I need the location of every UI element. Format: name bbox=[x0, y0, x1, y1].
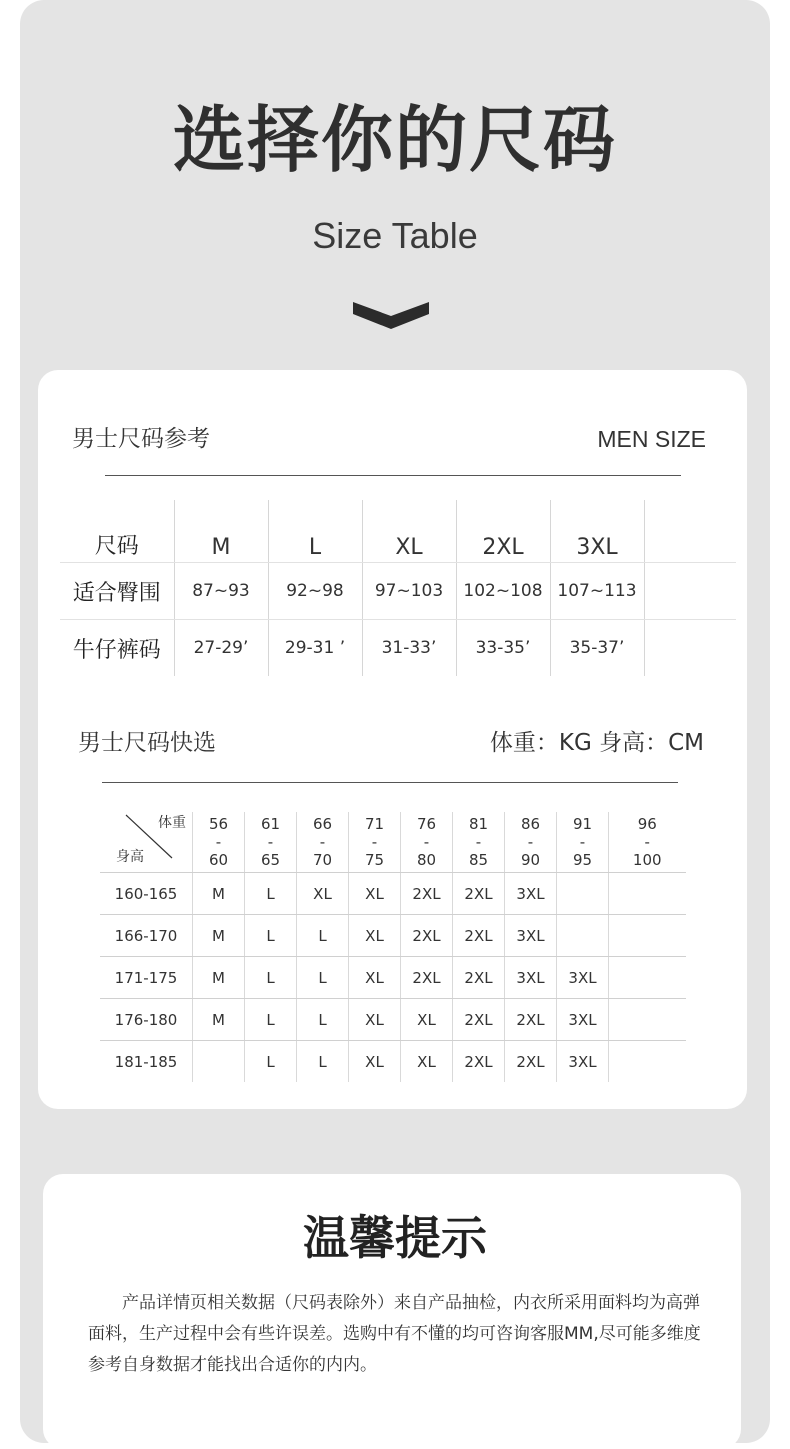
size-cell: L bbox=[245, 915, 297, 957]
size-cell: XL bbox=[349, 957, 401, 999]
height-range: 160-165 bbox=[100, 873, 193, 915]
size-cell: XL bbox=[362, 500, 456, 563]
size-reference-title-en: MEN SIZE bbox=[597, 426, 706, 452]
size-cell: XL bbox=[297, 873, 349, 915]
height-range: 171-175 bbox=[100, 957, 193, 999]
jeans-cell bbox=[644, 620, 736, 677]
size-cell: 3XL bbox=[557, 1041, 609, 1083]
jeans-cell: 27-29’ bbox=[174, 620, 268, 677]
size-cell: L bbox=[245, 1041, 297, 1083]
chevron-down-icon bbox=[353, 300, 429, 330]
size-cell: 3XL bbox=[505, 915, 557, 957]
size-cell: L bbox=[245, 873, 297, 915]
size-cell: M bbox=[193, 999, 245, 1041]
weight-range: 76 - 80 bbox=[401, 812, 453, 873]
quick-select-table bbox=[100, 812, 686, 1082]
size-cell: 2XL bbox=[453, 957, 505, 999]
weight-range: 56 - 60 bbox=[193, 812, 245, 873]
height-range: 176-180 bbox=[100, 999, 193, 1041]
table-row bbox=[100, 873, 686, 915]
size-cell: 2XL bbox=[401, 873, 453, 915]
corner-height-label: 身高 bbox=[116, 849, 144, 865]
tips-body: 产品详情页相关数据（尺码表除外）来自产品抽检，内衣所采用面料均为高弹面料，生产过程中会有些许误差。选购中有不懂的均可咨询客服MM,尽可能多维度参考自身数据才能找出合适你的内内。 bbox=[88, 1293, 701, 1375]
height-range: 181-185 bbox=[114, 1052, 178, 1071]
tips-title: 温馨提示 bbox=[303, 1211, 487, 1265]
quick-select-title: 男士尺码快选 bbox=[78, 730, 216, 756]
size-cell bbox=[609, 915, 686, 957]
weight-range: 61 - 65 bbox=[245, 812, 297, 873]
table-row bbox=[100, 915, 686, 957]
size-cell: XL bbox=[349, 1041, 401, 1083]
size-cell: 3XL bbox=[557, 999, 609, 1041]
hip-cell: 87~93 bbox=[174, 563, 268, 620]
size-cell: L bbox=[245, 957, 297, 999]
size-cell bbox=[644, 500, 736, 563]
size-cell: L bbox=[297, 1041, 349, 1083]
size-cell bbox=[609, 999, 686, 1041]
weight-range: 66 - 70 bbox=[297, 812, 349, 873]
size-cell: 3XL bbox=[557, 957, 609, 999]
weight-range: 96 - 100 bbox=[609, 812, 686, 873]
weight-range: 86 - 90 bbox=[505, 812, 557, 873]
size-cell: 2XL bbox=[453, 999, 505, 1041]
jeans-cell: 29-31 ’ bbox=[268, 620, 362, 677]
jeans-cell: 31-33’ bbox=[362, 620, 456, 677]
weight-range: 91 - 95 bbox=[557, 812, 609, 873]
weight-range: 81 - 85 bbox=[453, 812, 505, 873]
table-row bbox=[100, 1041, 686, 1083]
jeans-cell: 35-37’ bbox=[550, 620, 644, 677]
corner-weight-label: 体重 bbox=[158, 815, 186, 831]
size-reference-table bbox=[60, 500, 736, 676]
size-cell: L bbox=[268, 500, 362, 563]
row-label: 尺码 bbox=[60, 500, 174, 563]
size-cell: M bbox=[193, 915, 245, 957]
size-cell bbox=[557, 915, 609, 957]
size-cell: XL bbox=[401, 1041, 453, 1083]
size-cell: 2XL bbox=[505, 1041, 557, 1083]
hip-cell: 92~98 bbox=[268, 563, 362, 620]
size-cell: XL bbox=[401, 999, 453, 1041]
weight-range: 71 - 75 bbox=[349, 812, 401, 873]
row-label: 牛仔裤码 bbox=[72, 637, 161, 663]
size-cell: XL bbox=[349, 999, 401, 1041]
size-cell bbox=[193, 1041, 245, 1083]
size-cell bbox=[609, 1041, 686, 1083]
weight-header-row bbox=[100, 812, 686, 873]
divider bbox=[105, 475, 681, 476]
size-cell: XL bbox=[349, 873, 401, 915]
size-cell bbox=[609, 873, 686, 915]
size-cell: L bbox=[297, 999, 349, 1041]
size-cell: M bbox=[193, 957, 245, 999]
size-cell: 2XL bbox=[453, 873, 505, 915]
page-subtitle: Size Table bbox=[312, 215, 478, 256]
jeans-row bbox=[60, 620, 736, 677]
size-cell: L bbox=[245, 999, 297, 1041]
size-cell bbox=[609, 957, 686, 999]
hip-row bbox=[60, 563, 736, 620]
hip-cell: 97~103 bbox=[362, 563, 456, 620]
hip-cell: 102~108 bbox=[456, 563, 550, 620]
page-title: 选择你的尺码 bbox=[172, 98, 617, 182]
hip-cell: 107~113 bbox=[550, 563, 644, 620]
size-cell: XL bbox=[349, 915, 401, 957]
size-cell: 2XL bbox=[456, 500, 550, 563]
jeans-cell: 33-35’ bbox=[456, 620, 550, 677]
divider bbox=[102, 782, 678, 783]
hip-cell bbox=[644, 563, 736, 620]
size-cell: M bbox=[174, 500, 268, 563]
size-cell: 3XL bbox=[550, 500, 644, 563]
size-cell bbox=[557, 873, 609, 915]
row-label: 适合臀围 bbox=[60, 563, 174, 620]
size-cell: 2XL bbox=[453, 1041, 505, 1083]
size-cell: 2XL bbox=[453, 915, 505, 957]
size-row bbox=[60, 500, 736, 563]
size-cell: 3XL bbox=[505, 957, 557, 999]
corner-cell bbox=[100, 812, 193, 873]
size-reference-title: 男士尺码参考 bbox=[72, 426, 210, 452]
quick-select-units: 体重：KG 身高：CM bbox=[489, 730, 704, 756]
size-cell: 2XL bbox=[401, 957, 453, 999]
size-cell: 2XL bbox=[505, 999, 557, 1041]
size-cell: 2XL bbox=[401, 915, 453, 957]
size-cell: L bbox=[297, 957, 349, 999]
size-cell: M bbox=[193, 873, 245, 915]
size-cell: 3XL bbox=[505, 873, 557, 915]
table-row bbox=[100, 999, 686, 1041]
table-row bbox=[100, 957, 686, 999]
size-cell: L bbox=[297, 915, 349, 957]
height-range: 166-170 bbox=[100, 915, 193, 957]
